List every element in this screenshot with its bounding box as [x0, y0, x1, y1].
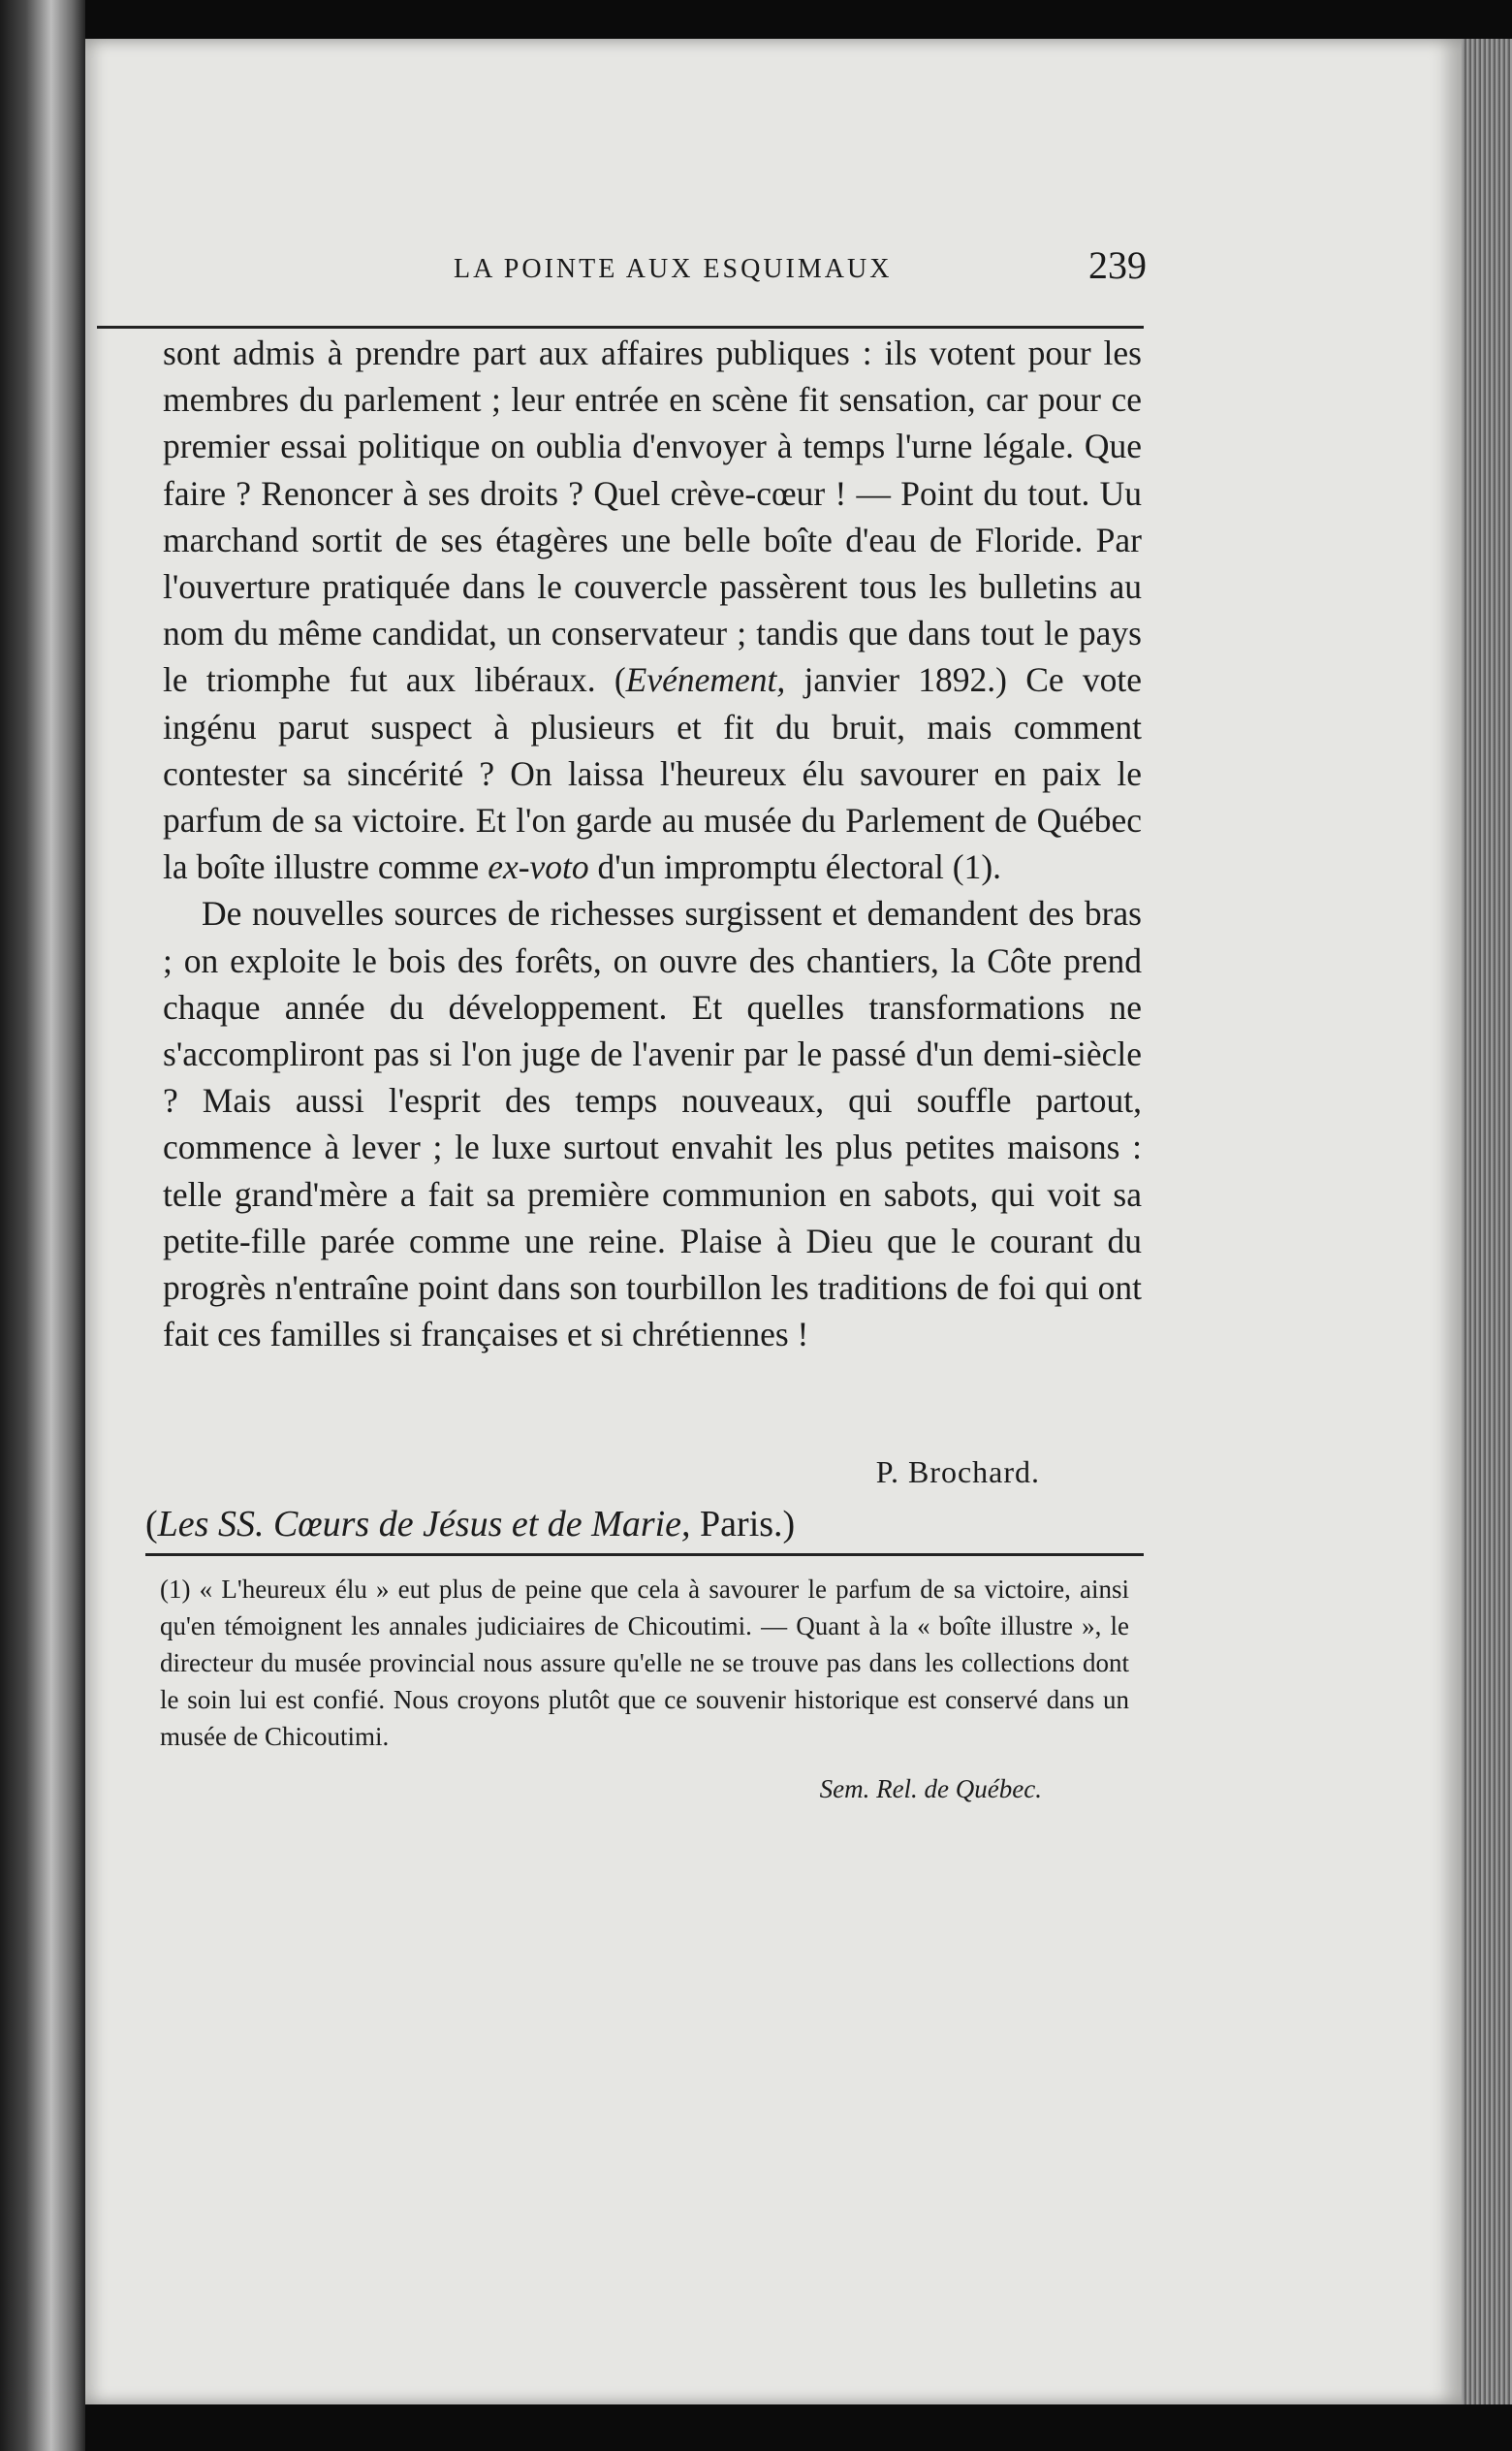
body-text: [163, 330, 1142, 1357]
source-italic: Les SS. Cœurs de Jésus et de Marie,: [157, 1504, 691, 1544]
paragraph-1: [163, 330, 1142, 890]
footnote-rule: [145, 1553, 1144, 1556]
paragraph-1-text: sont admis à prendre part aux affaires publiques : ils votent pour les membres du parlement ; leur entrée en scène fit sensation, car pour ce premier essai politique on oublia d'envoyer à temps l'urne légale. Que faire ? Renoncer à ses droits ? Quel crève-cœur ! — Point du tout. Uu marchand sortit de ses étagères une belle boîte d'eau de Floride. Par l'ouverture pratiquée dans le couvercle passèrent tous les bulletins au nom du même candidat, un conservateur ; tandis que dans tout le pays le triomphe fut aux libéraux. (: [163, 334, 1142, 700]
source-open: (: [145, 1504, 158, 1544]
book-spine-shadow: [0, 0, 85, 2451]
footnotes: [160, 1571, 1129, 1755]
header-rule: [97, 326, 1144, 329]
page-edges: [1462, 39, 1512, 2404]
paragraph-1-end: d'un impromptu électoral (1).: [588, 847, 1002, 887]
exvoto-italic: ex-voto: [488, 847, 589, 887]
page-header: [95, 223, 1147, 287]
paragraph-1-cont: janvier 1892.) Ce vote ingénu parut suspect à plusieurs et fit du bruit, mais comment contester sa sincérité ? On laissa l'heureux élu savourer en paix le parfum de sa victoire. Et l'on garde au musée du Parlement de Québec la boîte illustre comme: [163, 660, 1142, 887]
paragraph-2: De nouvelles sources de richesses surgissent et demandent des bras ; on exploite le bois des forêts, on ouvre des chantiers, la Côte prend chaque année du développement. Et quelles transformations ne s'accompliront pas si l'on juge de l'avenir par le passé d'un demi-siècle ? Mais aussi l'esprit des temps nouveaux, qui souffle partout, commence à lever ; le luxe surtout envahit les plus petites maisons : telle grand'mère a fait sa première communion en sabots, qui voit sa petite-fille parée comme une reine. Plaise à Dieu que le courant du progrès n'entraîne point dans son tourbillon les traditions de foi qui ont fait ces familles si françaises et si chrétiennes !: [163, 894, 1142, 1354]
source-citation: [145, 1503, 1115, 1545]
page-number: 239: [1088, 243, 1147, 287]
footnote-source: Sem. Rel. de Québec.: [819, 1774, 1042, 1803]
citation-italic: Evénement,: [625, 660, 786, 700]
author-signature: P. Brochard.: [875, 1454, 1040, 1489]
source-rest: Paris.): [690, 1504, 796, 1544]
running-title: LA POINTE AUX ESQUIMAUX: [454, 254, 893, 284]
footnote-1: (1) « L'heureux élu » eut plus de peine que cela à savourer le parfum de sa victoire, ainsi qu'en témoignent les annales judiciaires de Chicoutimi. — Quant à la « boîte illustre », le directeur du musée provincial nous assure qu'elle ne se trouve pas dans les collections dont le soin lui est confié. Nous croyons plutôt que ce souvenir historique est conservé dans un musée de Chicoutimi.: [160, 1575, 1129, 1751]
